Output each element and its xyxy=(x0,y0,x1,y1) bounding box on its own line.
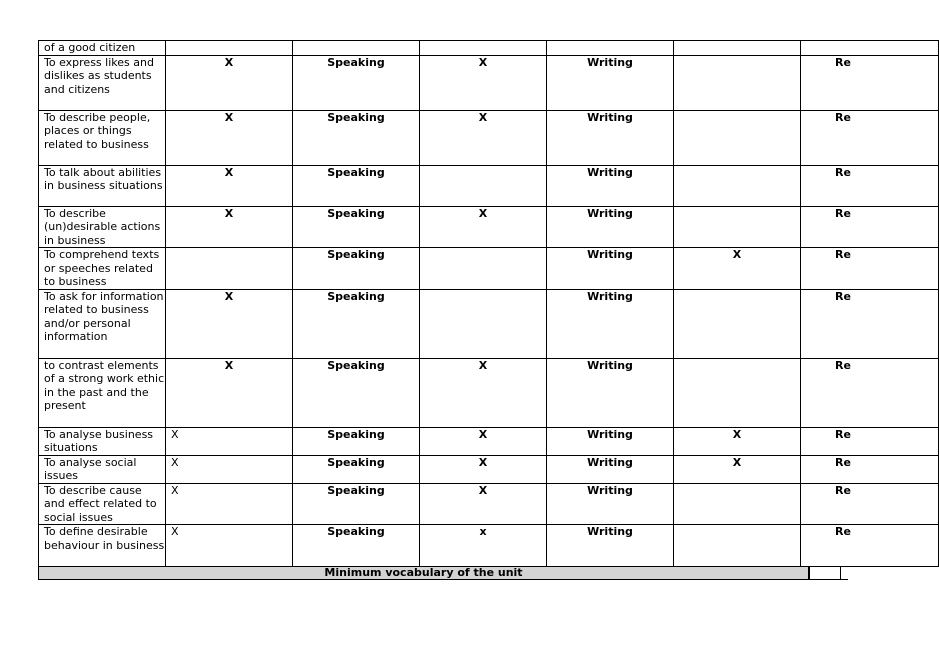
mark-cell: X xyxy=(166,206,293,248)
mark-cell xyxy=(674,483,801,525)
truncated-cell-text: Re xyxy=(835,455,851,469)
table-row xyxy=(39,455,939,483)
mark-cell xyxy=(166,248,293,290)
mark-cell: X xyxy=(166,165,293,206)
truncated-cell xyxy=(801,483,939,525)
table-row xyxy=(39,41,939,56)
truncated-cell-text: Re xyxy=(835,55,851,69)
skill-cell xyxy=(293,41,420,56)
mark-cell xyxy=(420,41,547,56)
truncated-cell xyxy=(801,525,939,567)
truncated-cell xyxy=(801,427,939,455)
objective-cell: To talk about abilities in business situations xyxy=(39,165,166,206)
objective-cell: To analyse business situations xyxy=(39,427,166,455)
truncated-cell xyxy=(801,41,939,56)
skill-cell: Speaking xyxy=(293,427,420,455)
mark-cell: X xyxy=(166,483,293,525)
truncated-cell xyxy=(801,165,939,206)
skill-cell: Writing xyxy=(547,427,674,455)
table-row xyxy=(39,110,939,165)
truncated-cell-text: Re xyxy=(835,289,851,303)
skill-cell: Writing xyxy=(547,206,674,248)
mark-cell: X xyxy=(166,55,293,110)
skill-cell: Speaking xyxy=(293,455,420,483)
truncated-cell-text: Re xyxy=(835,206,851,220)
truncated-cell-text: Re xyxy=(835,358,851,372)
mark-cell xyxy=(166,41,293,56)
table-row xyxy=(39,248,939,290)
objective-cell: To describe cause and effect related to social issues xyxy=(39,483,166,525)
objective-cell: of a good citizen xyxy=(39,41,166,56)
skill-cell: Speaking xyxy=(293,248,420,290)
truncated-cell-text: Re xyxy=(835,483,851,497)
mark-cell xyxy=(674,110,801,165)
table-row xyxy=(39,483,939,525)
mark-cell: x xyxy=(420,525,547,567)
objective-cell: to contrast elements of a strong work ethic in the past and the present xyxy=(39,358,166,427)
truncated-cell xyxy=(801,358,939,427)
mark-cell: X xyxy=(420,483,547,525)
mark-cell xyxy=(420,289,547,358)
mark-cell xyxy=(420,165,547,206)
skill-cell: Speaking xyxy=(293,483,420,525)
truncated-cell-text: Re xyxy=(835,525,851,538)
objective-cell: To describe people, places or things related to business xyxy=(39,110,166,165)
table-body xyxy=(39,41,939,567)
mark-cell xyxy=(674,289,801,358)
skill-cell: Speaking xyxy=(293,206,420,248)
table-row xyxy=(39,289,939,358)
objective-cell: To express likes and dislikes as students and citizens xyxy=(39,55,166,110)
minimum-vocabulary-header xyxy=(38,566,809,580)
objective-cell: To define desirable behaviour in business xyxy=(39,525,166,567)
mark-cell xyxy=(420,248,547,290)
mark-cell: X xyxy=(674,248,801,290)
truncated-cell-text: Re xyxy=(835,110,851,124)
mark-cell: X xyxy=(420,358,547,427)
mark-cell xyxy=(674,358,801,427)
skill-cell: Speaking xyxy=(293,358,420,427)
truncated-cell-text: Re xyxy=(835,248,851,261)
truncated-cell xyxy=(801,206,939,248)
skill-cell: Writing xyxy=(547,110,674,165)
table-row xyxy=(39,525,939,567)
mark-cell: X xyxy=(166,455,293,483)
truncated-cell xyxy=(801,289,939,358)
mark-cell: X xyxy=(674,455,801,483)
mark-cell xyxy=(674,41,801,56)
skill-cell: Speaking xyxy=(293,55,420,110)
table-row xyxy=(39,206,939,248)
table-row xyxy=(39,55,939,110)
mark-cell: X xyxy=(420,110,547,165)
skill-cell: Writing xyxy=(547,525,674,567)
mark-cell: X xyxy=(166,427,293,455)
mark-cell: X xyxy=(420,455,547,483)
skill-cell: Writing xyxy=(547,165,674,206)
mark-cell xyxy=(674,525,801,567)
skill-cell: Writing xyxy=(547,483,674,525)
mark-cell: X xyxy=(166,289,293,358)
objective-cell: To describe (un)desirable actions in business xyxy=(39,206,166,248)
truncated-cell-text: Re xyxy=(835,427,851,441)
mark-cell: X xyxy=(420,55,547,110)
skill-cell: Writing xyxy=(547,289,674,358)
mark-cell xyxy=(674,55,801,110)
mark-cell: X xyxy=(166,358,293,427)
skill-cell: Writing xyxy=(547,248,674,290)
skill-cell: Speaking xyxy=(293,165,420,206)
truncated-cell xyxy=(801,455,939,483)
mark-cell xyxy=(674,206,801,248)
truncated-cell xyxy=(801,110,939,165)
skill-cell xyxy=(547,41,674,56)
mark-cell: X xyxy=(674,427,801,455)
truncated-cell-text: Re xyxy=(835,165,851,179)
mark-cell: X xyxy=(420,427,547,455)
skill-cell: Speaking xyxy=(293,289,420,358)
objective-cell: To analyse social issues xyxy=(39,455,166,483)
skill-cell: Speaking xyxy=(293,525,420,567)
skill-cell: Writing xyxy=(547,358,674,427)
skill-cell: Speaking xyxy=(293,110,420,165)
truncated-cell xyxy=(801,55,939,110)
table-row xyxy=(39,165,939,206)
mark-cell: X xyxy=(166,110,293,165)
truncated-cell xyxy=(801,248,939,290)
skill-cell: Writing xyxy=(547,455,674,483)
table-row xyxy=(39,358,939,427)
minimum-vocabulary-label: Minimum vocabulary of the unit xyxy=(324,566,523,579)
footer-blank-cell xyxy=(809,566,848,580)
mark-cell: X xyxy=(420,206,547,248)
objective-cell: To comprehend texts or speeches related to business xyxy=(39,248,166,290)
skill-cell: Writing xyxy=(547,55,674,110)
footer-blank-inner-cell xyxy=(809,567,841,579)
mark-cell xyxy=(674,165,801,206)
objective-cell: To ask for information related to business and/or personal information xyxy=(39,289,166,358)
table-row xyxy=(39,427,939,455)
objectives-table xyxy=(38,40,939,567)
mark-cell: X xyxy=(166,525,293,567)
